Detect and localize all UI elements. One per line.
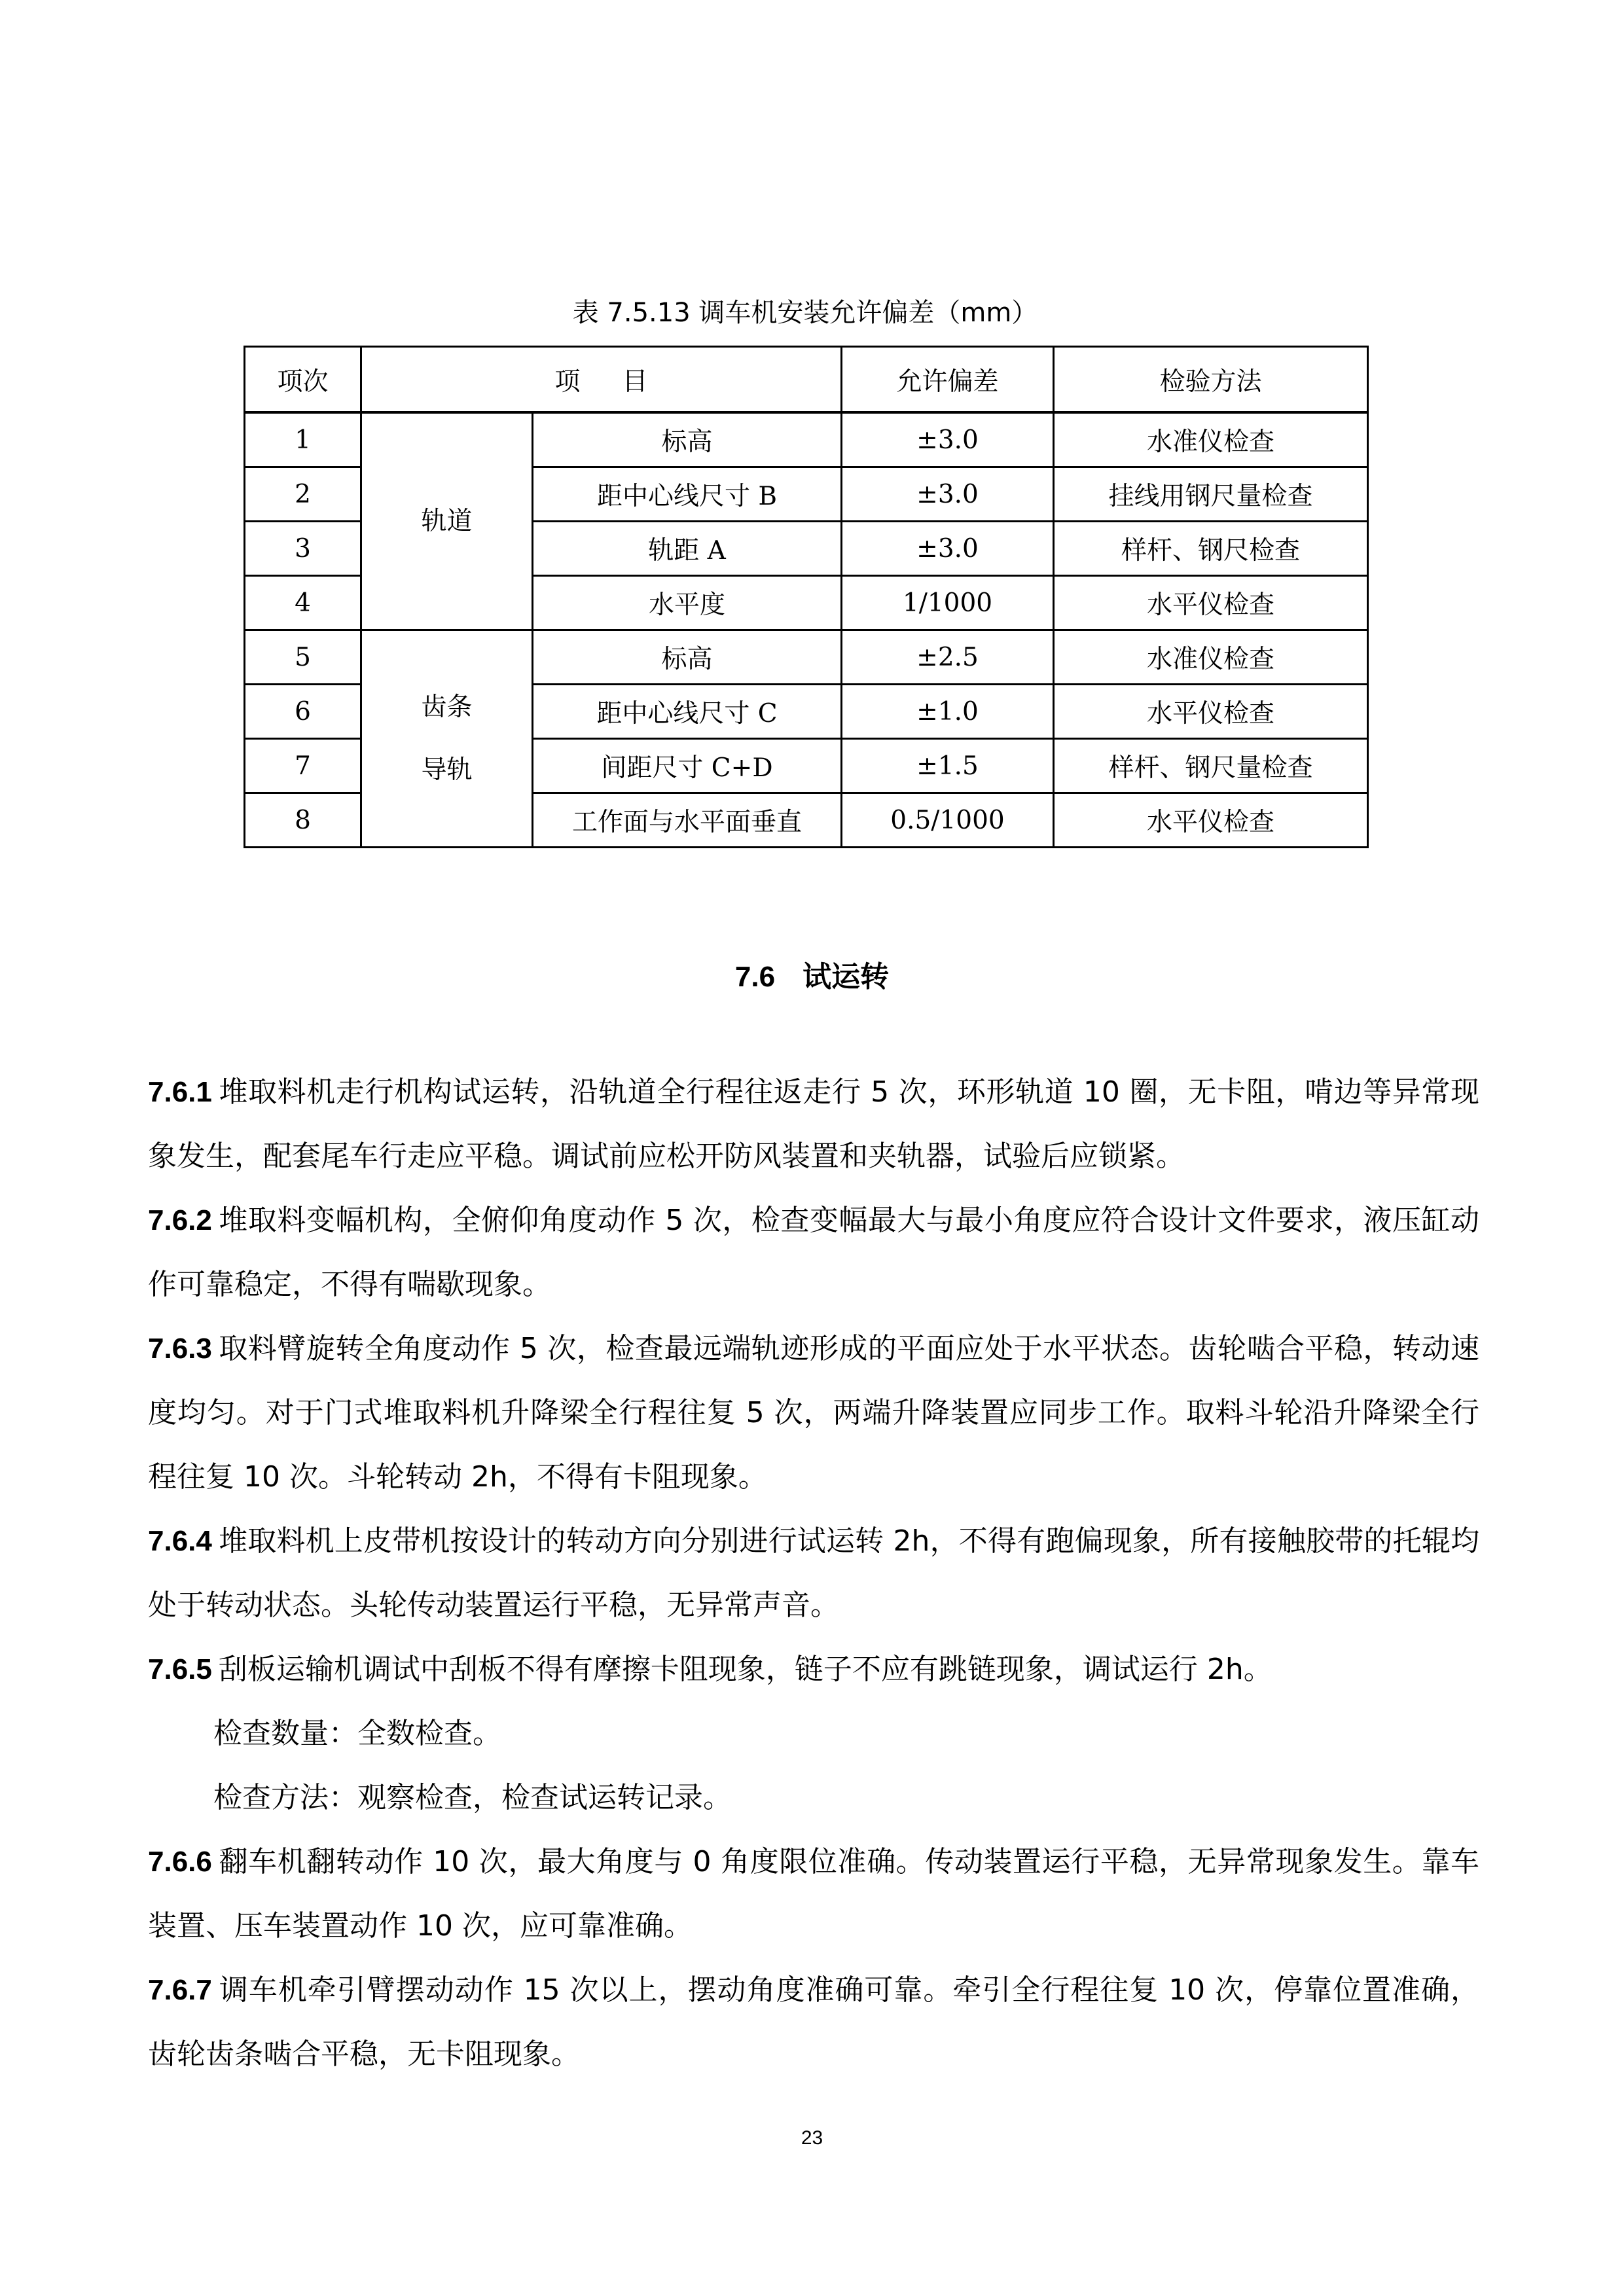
row-method: 水准仪检查 bbox=[1054, 412, 1368, 467]
section-heading bbox=[0, 956, 1624, 999]
header-tolerance: 允许偏差 bbox=[842, 347, 1054, 413]
clause-number: 7.6.5 bbox=[148, 1653, 212, 1685]
group-name-line2: 导轨 bbox=[421, 755, 473, 785]
table-row bbox=[245, 412, 1368, 467]
row-tolerance: 0.5/1000 bbox=[842, 793, 1054, 848]
inspection-quantity: 检查数量：全数检查。 bbox=[213, 1717, 501, 1750]
clause-number: 7.6.6 bbox=[148, 1846, 212, 1878]
row-index: 5 bbox=[245, 630, 361, 685]
clause-number: 7.6.2 bbox=[148, 1204, 212, 1236]
section-title: 试运转 bbox=[803, 961, 890, 993]
row-method: 样杆、钢尺量检查 bbox=[1054, 739, 1368, 793]
row-index: 4 bbox=[245, 576, 361, 630]
row-tolerance: 1/1000 bbox=[842, 576, 1054, 630]
clause-text: 堆取料机走行机构试运转，沿轨道全行程往返走行 5 次，环形轨道 10 圈，无卡阻，啃边等异常现象发生，配套尾车行走应平稳。调试前应松开防风装置和夹轨器，试验后应锁紧。 bbox=[148, 1075, 1479, 1173]
clause-7-6-7 bbox=[148, 1958, 1479, 2087]
row-item: 距中心线尺寸 C bbox=[533, 685, 842, 739]
table-header-row bbox=[245, 347, 1368, 413]
row-index: 8 bbox=[245, 793, 361, 848]
row-item: 标高 bbox=[533, 630, 842, 685]
row-method: 水准仪检查 bbox=[1054, 630, 1368, 685]
section-number: 7.6 bbox=[734, 961, 776, 993]
row-method: 水平仪检查 bbox=[1054, 576, 1368, 630]
row-item: 距中心线尺寸 B bbox=[533, 467, 842, 522]
header-index: 项次 bbox=[245, 347, 361, 413]
row-method: 样杆、钢尺检查 bbox=[1054, 522, 1368, 576]
row-method: 水平仪检查 bbox=[1054, 685, 1368, 739]
row-method: 挂线用钢尺量检查 bbox=[1054, 467, 1368, 522]
clause-number: 7.6.1 bbox=[148, 1076, 212, 1108]
clause-text: 刮板运输机调试中刮板不得有摩擦卡阻现象，链子不应有跳链现象，调试运行 2h。 bbox=[218, 1653, 1272, 1686]
clause-text: 取料臂旋转全角度动作 5 次，检查最远端轨迹形成的平面应处于水平状态。齿轮啮合平稳，转动速度均匀。对于门式堆取料机升降梁全行程往复 5 次，两端升降装置应同步工作。取料斗轮沿升降梁全行程往复 10 次。斗轮转动 2h，不得有卡阻现象。 bbox=[148, 1332, 1479, 1494]
row-item: 间距尺寸 C+D bbox=[533, 739, 842, 793]
clause-7-6-3 bbox=[148, 1317, 1479, 1509]
clause-number: 7.6.3 bbox=[148, 1333, 212, 1365]
header-item-part2: 目 bbox=[622, 367, 648, 397]
group-cell-track: 轨道 bbox=[361, 412, 533, 630]
group-name-line1: 齿条 bbox=[421, 692, 473, 722]
row-item: 轨距 A bbox=[533, 522, 842, 576]
tolerance-table bbox=[244, 346, 1369, 848]
clause-text: 堆取料机上皮带机按设计的转动方向分别进行试运转 2h，不得有跑偏现象，所有接触胶带的托辊均处于转动状态。头轮传动装置运行平稳，无异常声音。 bbox=[148, 1524, 1479, 1622]
clause-7-6-4 bbox=[148, 1509, 1479, 1638]
inspection-method: 检查方法：观察检查，检查试运转记录。 bbox=[213, 1781, 732, 1814]
page-number: 23 bbox=[801, 2127, 823, 2149]
header-method: 检验方法 bbox=[1054, 347, 1368, 413]
row-method: 水平仪检查 bbox=[1054, 793, 1368, 848]
row-tolerance: ±3.0 bbox=[842, 467, 1054, 522]
row-tolerance: ±1.0 bbox=[842, 685, 1054, 739]
row-index: 2 bbox=[245, 467, 361, 522]
clause-text: 堆取料变幅机构，全俯仰角度动作 5 次，检查变幅最大与最小角度应符合设计文件要求，液压缸动作可靠稳定，不得有喘歇现象。 bbox=[148, 1204, 1479, 1301]
row-item: 工作面与水平面垂直 bbox=[533, 793, 842, 848]
row-tolerance: ±1.5 bbox=[842, 739, 1054, 793]
clause-7-6-6 bbox=[148, 1830, 1479, 1958]
clause-7-6-1 bbox=[148, 1060, 1479, 1189]
row-index: 3 bbox=[245, 522, 361, 576]
header-item bbox=[361, 347, 842, 413]
clause-7-6-2 bbox=[148, 1189, 1479, 1317]
row-item: 水平度 bbox=[533, 576, 842, 630]
table-row bbox=[245, 630, 1368, 685]
clause-text: 翻车机翻转动作 10 次，最大角度与 0 角度限位准确。传动装置运行平稳，无异常现象发生。靠车装置、压车装置动作 10 次，应可靠准确。 bbox=[148, 1845, 1479, 1943]
row-tolerance: ±2.5 bbox=[842, 630, 1054, 685]
clause-text: 调车机牵引臂摆动动作 15 次以上，摆动角度准确可靠。牵引全行程往复 10 次，停靠位置准确，齿轮齿条啮合平稳，无卡阻现象。 bbox=[148, 1973, 1479, 2071]
row-tolerance: ±3.0 bbox=[842, 412, 1054, 467]
row-item: 标高 bbox=[533, 412, 842, 467]
row-index: 1 bbox=[245, 412, 361, 467]
row-index: 7 bbox=[245, 739, 361, 793]
clause-7-6-5 bbox=[148, 1638, 1479, 1702]
header-item-part1: 项 bbox=[554, 367, 581, 397]
row-index: 6 bbox=[245, 685, 361, 739]
row-tolerance: ±3.0 bbox=[842, 522, 1054, 576]
group-cell-rack-guide bbox=[361, 630, 533, 848]
body-text bbox=[148, 1060, 1479, 2087]
table-caption: 表 7.5.13 调车机安装允许偏差（mm） bbox=[572, 298, 1038, 328]
clause-number: 7.6.4 bbox=[148, 1525, 212, 1557]
clause-number: 7.6.7 bbox=[148, 1974, 212, 2006]
